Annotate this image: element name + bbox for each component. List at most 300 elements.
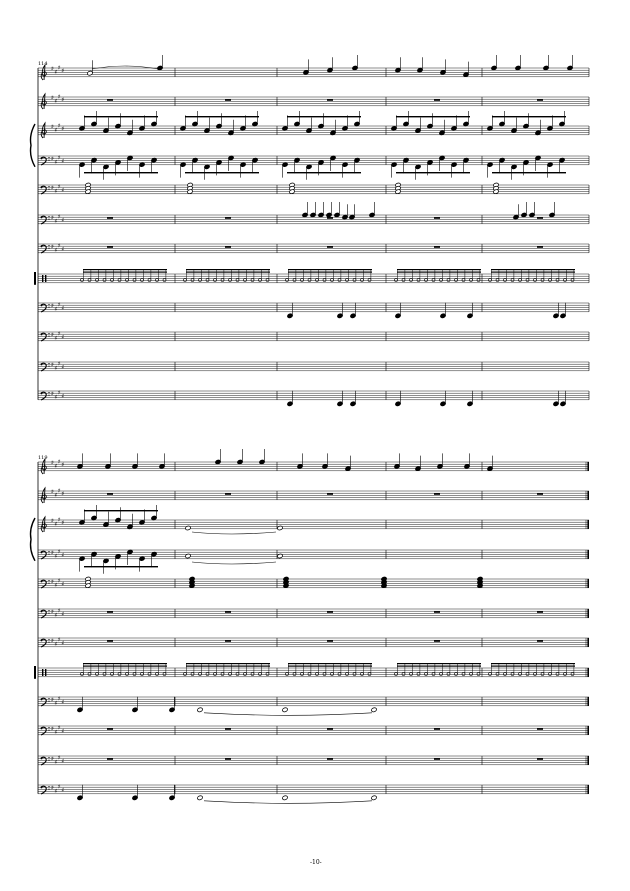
bass-clef-dot [48, 639, 49, 640]
system-2 [31, 449, 590, 803]
percussion-note [111, 279, 114, 282]
percussion-note [118, 673, 121, 676]
beam [397, 269, 481, 270]
percussion-note [206, 279, 209, 282]
beam [84, 566, 158, 567]
percussion-note [148, 279, 151, 282]
staff-3 [38, 122, 589, 138]
rest-icon [327, 728, 333, 730]
rest-icon [225, 640, 231, 642]
bass-clef-dot [48, 554, 49, 555]
staff-2 [38, 93, 589, 109]
bass-clef-dot [41, 757, 43, 759]
sharp-icon: ♯ [54, 247, 58, 254]
treble-clef-icon [41, 65, 46, 80]
beam [83, 666, 167, 667]
beam [288, 663, 372, 664]
sharp-icon: ♯ [51, 755, 54, 763]
percussion-note [346, 279, 349, 282]
rest-icon [434, 758, 440, 760]
percussion-note [236, 673, 239, 676]
rest-icon [537, 493, 543, 495]
percussion-note [293, 279, 296, 282]
percussion-note [425, 279, 428, 282]
percussion-note [221, 279, 224, 282]
sharp-icon: ♯ [61, 698, 65, 706]
percussion-note [425, 673, 428, 676]
staff-4 [38, 155, 589, 166]
staff-9 [38, 696, 589, 707]
percussion-note [331, 673, 334, 676]
rest-icon [537, 758, 543, 760]
beam [288, 666, 372, 667]
sharp-icon: ♯ [57, 636, 61, 644]
rest-icon [225, 217, 231, 219]
sharp-icon: ♯ [61, 519, 65, 527]
beam [396, 172, 470, 173]
rest-icon [107, 493, 113, 495]
rest-icon [225, 99, 231, 101]
bass-clef-dot [41, 698, 43, 700]
note-head [277, 553, 283, 558]
bass-clef-dot [48, 698, 49, 699]
percussion-note [214, 279, 217, 282]
percussion-note [266, 673, 269, 676]
sharp-icon: ♯ [61, 757, 65, 765]
sharp-icon: ♯ [54, 729, 58, 736]
rest-icon [107, 728, 113, 730]
percussion-note [571, 279, 574, 282]
percussion-note [111, 673, 114, 676]
staff-6 [38, 608, 589, 619]
bass-clef-dot [48, 189, 49, 190]
percussion-note [259, 279, 262, 282]
sharp-icon: ♯ [61, 216, 65, 224]
percussion-note [323, 673, 326, 676]
percussion-note [462, 279, 465, 282]
note-head [371, 795, 377, 800]
sharp-icon: ♯ [61, 67, 65, 75]
percussion-note [496, 279, 499, 282]
tie [192, 562, 276, 564]
treble-clef-icon [41, 123, 46, 138]
percussion-note [244, 673, 247, 676]
beam [186, 272, 270, 273]
note-head [185, 553, 191, 558]
percussion-note [541, 673, 544, 676]
sharp-icon: ♯ [54, 553, 58, 560]
sharp-icon: ♯ [54, 97, 58, 105]
sharp-icon: ♯ [57, 301, 61, 309]
percussion-note [96, 279, 99, 282]
percussion-note [417, 673, 420, 676]
percussion-note [447, 673, 450, 676]
staff-7 [38, 243, 589, 254]
sharp-icon: ♯ [54, 491, 58, 499]
rest-icon [327, 640, 333, 642]
percussion-note [316, 279, 319, 282]
beam [491, 666, 575, 667]
rest-icon [537, 217, 543, 219]
sharp-icon: ♯ [51, 725, 54, 733]
final-barline-thick [587, 462, 589, 471]
percussion-note [323, 279, 326, 282]
percussion-note [191, 673, 194, 676]
sharp-icon: ♯ [57, 122, 61, 130]
sharp-icon: ♯ [54, 306, 58, 313]
bass-clef-dot [41, 157, 43, 159]
treble-clef-icon [41, 459, 46, 474]
sharp-icon: ♯ [54, 159, 58, 166]
sharp-icon: ♯ [61, 639, 65, 647]
beam [288, 269, 372, 270]
percussion-note [477, 673, 480, 676]
bass-clef-dot [48, 248, 49, 249]
percussion-note [251, 279, 254, 282]
beam [491, 663, 575, 664]
rest-icon [537, 611, 543, 613]
note-head [371, 707, 377, 712]
bass-clef-dot [48, 363, 49, 364]
percussion-bracket [34, 272, 36, 285]
percussion-note [259, 673, 262, 676]
bass-clef-dot [41, 786, 43, 788]
sharp-icon: ♯ [51, 488, 54, 496]
beam [288, 272, 372, 273]
sharp-icon: ♯ [51, 784, 54, 792]
sharp-icon: ♯ [57, 487, 61, 495]
percussion-note [361, 279, 364, 282]
sharp-icon: ♯ [61, 461, 65, 469]
percussion-note [417, 279, 420, 282]
page-number: -10- [310, 859, 322, 866]
percussion-note [126, 673, 129, 676]
rest-icon [107, 640, 113, 642]
sharp-icon: ♯ [51, 608, 54, 616]
percussion-note [244, 279, 247, 282]
percussion-note [81, 673, 84, 676]
sharp-icon: ♯ [51, 517, 54, 525]
final-barline-thick [587, 668, 589, 677]
percussion-note [229, 673, 232, 676]
percussion-note [163, 279, 166, 282]
sharp-icon: ♯ [61, 125, 65, 133]
bass-clef-dot [41, 610, 43, 612]
sharp-icon: ♯ [57, 93, 61, 101]
bass-clef-dot [41, 333, 43, 335]
percussion-note [156, 279, 159, 282]
sharp-icon: ♯ [57, 360, 61, 368]
percussion-note [534, 279, 537, 282]
beam [83, 272, 167, 273]
piano-brace [31, 124, 36, 167]
percussion-note [206, 673, 209, 676]
beam [397, 663, 481, 664]
final-barline-thick [587, 550, 589, 559]
rest-icon [434, 493, 440, 495]
percussion-note [462, 673, 465, 676]
percussion-note [301, 673, 304, 676]
percussion-clef-icon [42, 275, 43, 282]
percussion-note [395, 279, 398, 282]
percussion-note [402, 279, 405, 282]
percussion-note [368, 673, 371, 676]
bass-clef-dot [48, 760, 49, 761]
sharp-icon: ♯ [51, 578, 54, 586]
bass-clef-dot [41, 727, 43, 729]
final-barline-thick [587, 697, 589, 706]
rest-icon [327, 246, 333, 248]
percussion-note [455, 673, 458, 676]
rest-icon [434, 246, 440, 248]
percussion-note [308, 279, 311, 282]
rest-icon [107, 758, 113, 760]
percussion-note [519, 279, 522, 282]
bass-clef-dot [48, 727, 49, 728]
percussion-note [361, 673, 364, 676]
percussion-note [331, 279, 334, 282]
sharp-icon: ♯ [51, 65, 54, 73]
sharp-icon: ♯ [54, 700, 58, 707]
final-barline-thick [587, 638, 589, 647]
percussion-note [410, 673, 413, 676]
beam [83, 663, 167, 664]
percussion-note [402, 673, 405, 676]
percussion-clef-icon [42, 669, 43, 676]
tie [92, 66, 158, 69]
staff-10 [38, 331, 589, 342]
bass-clef-dot [41, 216, 43, 218]
percussion-note [266, 279, 269, 282]
sharp-icon: ♯ [57, 695, 61, 703]
rest-icon [225, 611, 231, 613]
rest-icon [327, 493, 333, 495]
bass-clef-dot [48, 157, 49, 158]
percussion-note [199, 673, 202, 676]
rest-icon [327, 99, 333, 101]
percussion-note [368, 279, 371, 282]
beam [185, 116, 259, 117]
percussion-note [526, 279, 529, 282]
percussion-bracket [34, 666, 36, 679]
percussion-note [293, 673, 296, 676]
beam [185, 172, 259, 173]
tie [204, 713, 372, 716]
sharp-icon: ♯ [57, 242, 61, 250]
sharp-icon: ♯ [57, 213, 61, 221]
sharp-icon: ♯ [54, 582, 58, 589]
sharp-icon: ♯ [51, 361, 54, 369]
sharp-icon: ♯ [57, 724, 61, 732]
sharp-icon: ♯ [51, 214, 54, 222]
sharp-icon: ♯ [57, 577, 61, 585]
percussion-note [316, 673, 319, 676]
staff-5 [38, 184, 589, 195]
note-head [185, 525, 191, 530]
rest-icon [434, 99, 440, 101]
percussion-note [148, 673, 151, 676]
sharp-icon: ♯ [61, 392, 65, 400]
rest-icon [537, 246, 543, 248]
staff-7 [38, 637, 589, 648]
sharp-icon: ♯ [51, 184, 54, 192]
note-head [282, 707, 288, 712]
final-barline-thick [587, 579, 589, 588]
rest-icon [225, 246, 231, 248]
sharp-icon: ♯ [57, 548, 61, 556]
bass-clef-dot [48, 551, 49, 552]
percussion-note [221, 673, 224, 676]
percussion-note [308, 673, 311, 676]
beam [491, 272, 575, 273]
bass-clef-dot [48, 392, 49, 393]
sharp-icon: ♯ [51, 123, 54, 131]
treble-clef-icon [41, 94, 46, 109]
staff-2 [38, 487, 589, 503]
sharp-icon: ♯ [57, 754, 61, 762]
sharp-icon: ♯ [61, 551, 65, 559]
bass-clef-dot [48, 701, 49, 702]
sharp-icon: ♯ [54, 335, 58, 342]
percussion-note [163, 673, 166, 676]
percussion-note [199, 279, 202, 282]
percussion-note [346, 673, 349, 676]
beam [287, 172, 361, 173]
percussion-note [496, 673, 499, 676]
sharp-icon: ♯ [57, 389, 61, 397]
sharp-icon: ♯ [54, 365, 58, 372]
percussion-note [301, 279, 304, 282]
rest-icon [537, 728, 543, 730]
staff-1 [38, 458, 589, 474]
sharp-icon: ♯ [57, 607, 61, 615]
percussion-note [556, 673, 559, 676]
percussion-note [118, 279, 121, 282]
final-barline-thick [587, 756, 589, 765]
sharp-icon: ♯ [54, 394, 58, 401]
beam [397, 666, 481, 667]
piano-brace [31, 518, 36, 561]
percussion-note [534, 673, 537, 676]
percussion-note [96, 673, 99, 676]
bass-clef-dot [48, 580, 49, 581]
percussion-note [440, 279, 443, 282]
staff-5 [38, 578, 589, 589]
percussion-note [489, 279, 492, 282]
percussion-note [191, 279, 194, 282]
percussion-note [88, 673, 91, 676]
sharp-icon: ♯ [61, 727, 65, 735]
sharp-icon: ♯ [57, 154, 61, 162]
percussion-note [440, 673, 443, 676]
bass-clef-dot [48, 333, 49, 334]
percussion-note [81, 279, 84, 282]
percussion-clef-icon [45, 275, 46, 282]
bass-clef-dot [48, 613, 49, 614]
staff-12 [38, 784, 589, 795]
percussion-note [184, 673, 187, 676]
rest-icon [107, 246, 113, 248]
sharp-icon: ♯ [57, 458, 61, 466]
sharp-icon: ♯ [54, 788, 58, 795]
percussion-note [214, 673, 217, 676]
sharp-icon: ♯ [61, 304, 65, 312]
sharp-icon: ♯ [61, 333, 65, 341]
bass-clef-dot [41, 245, 43, 247]
sharp-icon: ♯ [51, 94, 54, 102]
bass-clef-dot [41, 304, 43, 306]
sharp-icon: ♯ [51, 331, 54, 339]
percussion-note [338, 673, 341, 676]
bass-clef-dot [48, 160, 49, 161]
bass-clef-dot [48, 395, 49, 396]
system-1 [31, 55, 590, 406]
final-barline-thick [587, 491, 589, 500]
percussion-note [564, 279, 567, 282]
rest-icon [434, 728, 440, 730]
percussion-note [470, 673, 473, 676]
bass-clef-dot [48, 642, 49, 643]
beam [83, 269, 167, 270]
percussion-note [504, 279, 507, 282]
percussion-note [141, 279, 144, 282]
sharp-icon: ♯ [61, 786, 65, 794]
beam [84, 172, 158, 173]
beam [186, 663, 270, 664]
percussion-note [455, 279, 458, 282]
sharp-icon: ♯ [54, 520, 58, 528]
rest-icon [225, 728, 231, 730]
percussion-note [88, 279, 91, 282]
sharp-icon: ♯ [51, 637, 54, 645]
sharp-icon: ♯ [61, 96, 65, 104]
staff-1 [38, 64, 589, 80]
bass-clef-dot [48, 336, 49, 337]
beam [186, 269, 270, 270]
sharp-icon: ♯ [61, 157, 65, 165]
bass-clef-dot [48, 789, 49, 790]
sharp-icon: ♯ [54, 612, 58, 619]
rest-icon [327, 758, 333, 760]
sharp-icon: ♯ [61, 186, 65, 194]
sharp-icon: ♯ [54, 759, 58, 766]
staff-11 [38, 755, 589, 766]
percussion-note [504, 673, 507, 676]
sharp-icon: ♯ [51, 302, 54, 310]
bass-clef-dot [48, 583, 49, 584]
sharp-icon: ♯ [54, 126, 58, 134]
percussion-note [133, 279, 136, 282]
rest-icon [434, 217, 440, 219]
percussion-note [541, 279, 544, 282]
bass-clef-dot [41, 639, 43, 641]
tie [204, 801, 372, 804]
sharp-icon: ♯ [51, 155, 54, 163]
percussion-note [511, 279, 514, 282]
percussion-note [236, 279, 239, 282]
percussion-note [353, 279, 356, 282]
percussion-note [103, 279, 106, 282]
percussion-note [556, 279, 559, 282]
percussion-note [251, 673, 254, 676]
treble-clef-icon [41, 517, 46, 532]
note-head [197, 707, 203, 712]
percussion-note [141, 673, 144, 676]
bass-clef-dot [41, 551, 43, 553]
bass-clef-dot [48, 307, 49, 308]
percussion-note [432, 673, 435, 676]
note-head [197, 795, 203, 800]
